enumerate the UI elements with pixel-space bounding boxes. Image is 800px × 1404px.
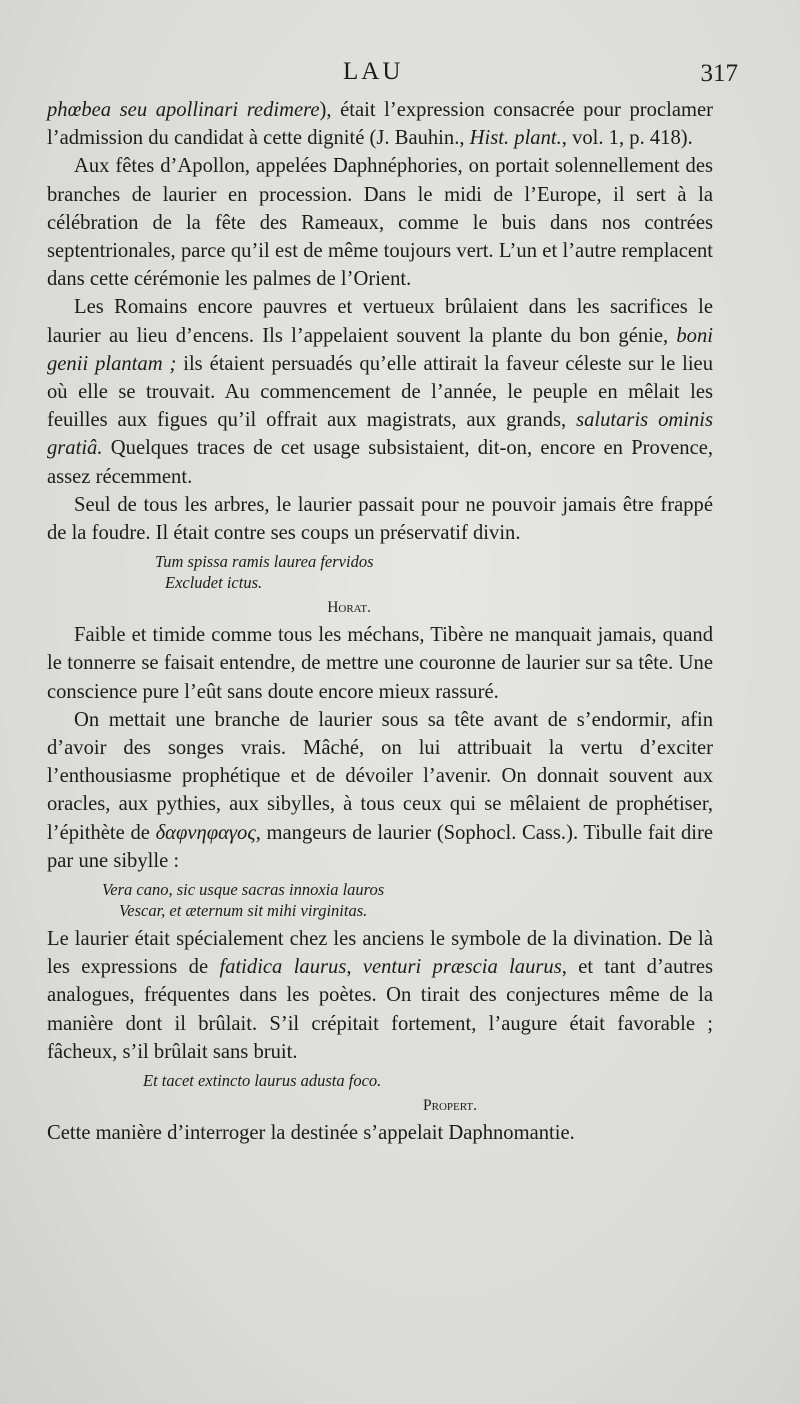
page-number: 317 [700, 60, 738, 87]
quote-line: Et tacet extincto laurus adusta foco. [143, 1071, 382, 1091]
quote-line: Excludet ictus. [165, 573, 263, 593]
horace-quote [47, 551, 713, 593]
tibulle-quote [47, 879, 713, 921]
body-text [47, 96, 713, 1147]
propert-quote [47, 1070, 713, 1091]
paragraph: Seul de tous les arbres, le laurier passait pour ne pouvoir jamais être frappé de la foudre. Il était contre ses coups un préservatif divin. [47, 493, 713, 545]
quote-line: Vera cano, sic usque sacras innoxia lauros [102, 880, 385, 900]
paragraph: Les Romains encore pauvres et vertueux brûlaient dans les sacrifices le laurier au lieu d’encens. Ils l’appelaient souvent la plante du bon génie, boni genii plantam ; ils étaient persuadés qu’elle attirait la faveur céleste sur le lieu où elle se trouvait. Au commencement de l’année, le peuple en mêlait les feuilles aux figues qu’il offrait aux magistrats, aux grands, salutaris ominis gratiâ. Quelques traces de cet usage subsistaient, dit-on, encore en Provence, assez récemment. [47, 296, 713, 488]
italic-phrase: phœbea seu apollinari redimere [47, 99, 320, 121]
italic-phrase: fatidica laurus [219, 956, 347, 979]
italic-phrase: δαφνηφαγος [155, 821, 256, 844]
quote-attribution: Propert. [422, 1097, 477, 1115]
paragraph: Le laurier était spécialement chez les anciens le symbole de la divination. De là les expressions de fatidica laurus, venturi præscia laurus, et tant d’autres analogues, fréquentes dans les poètes. On tirait des conjectures même de la manière dont il brûlait. S’il crépitait fortement, l’augure était favorable ; fâcheux, s’il brûlait sans bruit. [47, 928, 713, 1063]
quote-line: Tum spissa ramis laurea fervidos [155, 552, 374, 572]
paragraph: Faible et timide comme tous les méchans, Tibère ne manquait jamais, quand le tonnerre se faisait entendre, de mettre une couronne de laurier sur sa tête. Une conscience pure l’eût sans doute encore mieux rassuré. [47, 624, 713, 703]
paragraph: Aux fêtes d’Apollon, appelées Daphnéphories, on portait solennellement des branches de laurier en procession. Dans le midi de l’Europe, il sert à la célébration de la fête des Rameaux, comme le buis dans nos contrées septentrionales, parce qu’il est de même toujours vert. L’un et l’autre remplacent dans cette cérémonie les palmes de l’Orient. [47, 155, 713, 291]
quote-line: Vescar, et æternum sit mihi virginitas. [119, 901, 368, 921]
running-head: LAU [343, 58, 404, 85]
italic-phrase: salutaris ominis gratiâ. [47, 409, 713, 460]
italic-phrase: Hist. plant. [469, 127, 562, 150]
paragraph: Cette manière d’interroger la destinée s’appelait Daphnomantie. [47, 1122, 575, 1145]
paragraph: On mettait une branche de laurier sous sa tête avant de s’endormir, afin d’avoir des songes vrais. Mâché, on lui attribuait la vertu d’exciter l’enthousiasme prophétique et de dévoiler l’avenir. On donnait souvent aux oracles, aux pythies, aux sibylles, à tous ceux qui se mêlaient de prophétiser, l’épithète de δαφνηφαγος, mangeurs de laurier (Sophocl. Cass.). Tibulle fait dire par une sibylle : [47, 708, 713, 872]
italic-phrase: boni genii plantam ; [47, 324, 713, 375]
italic-phrase: venturi præscia laurus [362, 956, 562, 979]
page-header [0, 58, 800, 92]
paragraph: phœbea seu apollinari redimere), était l’expression consacrée pour proclamer l’admission du candidat à cette dignité (J. Bauhin., Hist. plant., vol. 1, p. 418). [47, 99, 713, 150]
quote-attribution: Horat. [327, 599, 371, 617]
